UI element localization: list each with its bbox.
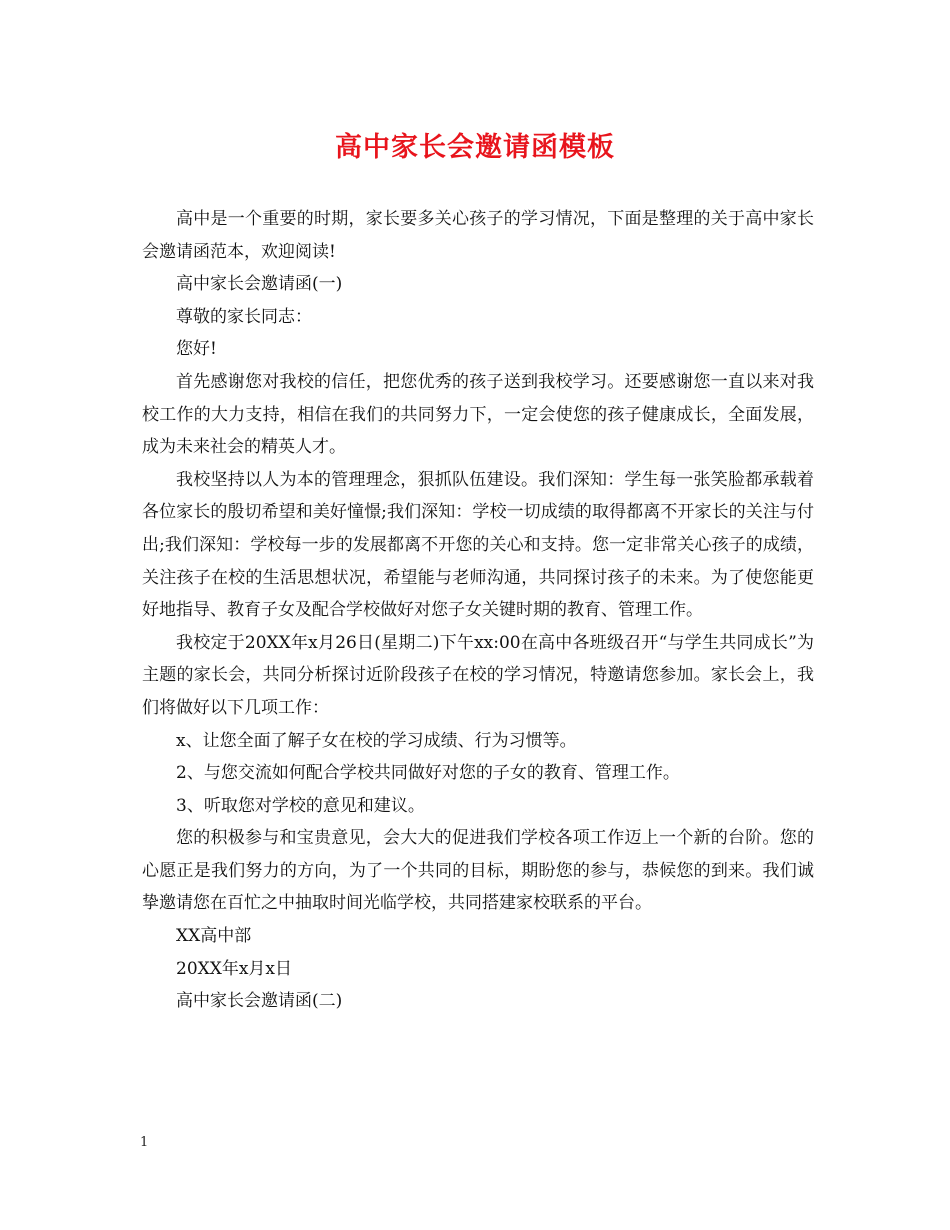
document-title: 高中家长会邀请函模板 xyxy=(335,132,615,163)
signature-school: XX高中部 xyxy=(176,926,252,947)
section-heading-two: 高中家长会邀请函(二) xyxy=(176,991,343,1012)
salutation: 尊敬的家长同志： xyxy=(176,306,312,327)
agenda-item-2: 2、与您交流如何配合学校共同做好对您的子女的教育、管理工作。 xyxy=(176,763,680,784)
signature-date: 20XX年x月x日 xyxy=(176,958,293,979)
meeting-notice-paragraph: 我校定于20XX年x月26日(星期二)下午xx:00在高中各班级召开“与学生共同成长”为主题的家长会，共同分析探讨近阶段孩子在校的学习情况，特邀请您参加。家长会上，我们将做好以下几项工作： xyxy=(142,632,814,718)
page-number: 1 xyxy=(140,1135,149,1150)
agenda-item-3: 3、听取您对学校的意见和建议。 xyxy=(176,795,425,816)
thanks-paragraph: 首先感谢您对我校的信任，把您优秀的孩子送到我校学习。还要感谢您一直以来对我校工作的大力支持，相信在我们的共同努力下，一定会使您的孩子健康成长，全面发展，成为未来社会的精英人才。 xyxy=(142,371,814,458)
greeting: 您好! xyxy=(176,339,217,360)
intro-paragraph: 高中是一个重要的时期，家长要多关心孩子的学习情况，下面是整理的关于高中家长会邀请函范本，欢迎阅读! xyxy=(142,209,814,262)
section-heading-one: 高中家长会邀请函(一) xyxy=(176,274,343,295)
philosophy-paragraph: 我校坚持以人为本的管理理念，狠抓队伍建设。我们深知：学生每一张笑脸都承载着各位家长的殷切希望和美好憧憬;我们深知：学校一切成绩的取得都离不开家长的关注与付出;我们深知：学校每一步的发展都离不开您的关心和支持。您一定非常关心孩子的成绩，关注孩子在校的生活思想状况，希望能与老师沟通，共同探讨孩子的未来。为了使您能更好地指导、教育子女及配合学校做好对您子女关键时期的教育、管理工作。 xyxy=(142,469,814,621)
document-body xyxy=(142,203,814,1018)
closing-paragraph: 您的积极参与和宝贵意见，会大大的促进我们学校各项工作迈上一个新的台阶。您的心愿正是我们努力的方向，为了一个共同的目标，期盼您的参与，恭候您的到来。我们诚挚邀请您在百忙之中抽取时间光临学校，共同搭建家校联系的平台。 xyxy=(142,828,814,914)
agenda-item-1: x、让您全面了解子女在校的学习成绩、行为习惯等。 xyxy=(176,730,577,751)
